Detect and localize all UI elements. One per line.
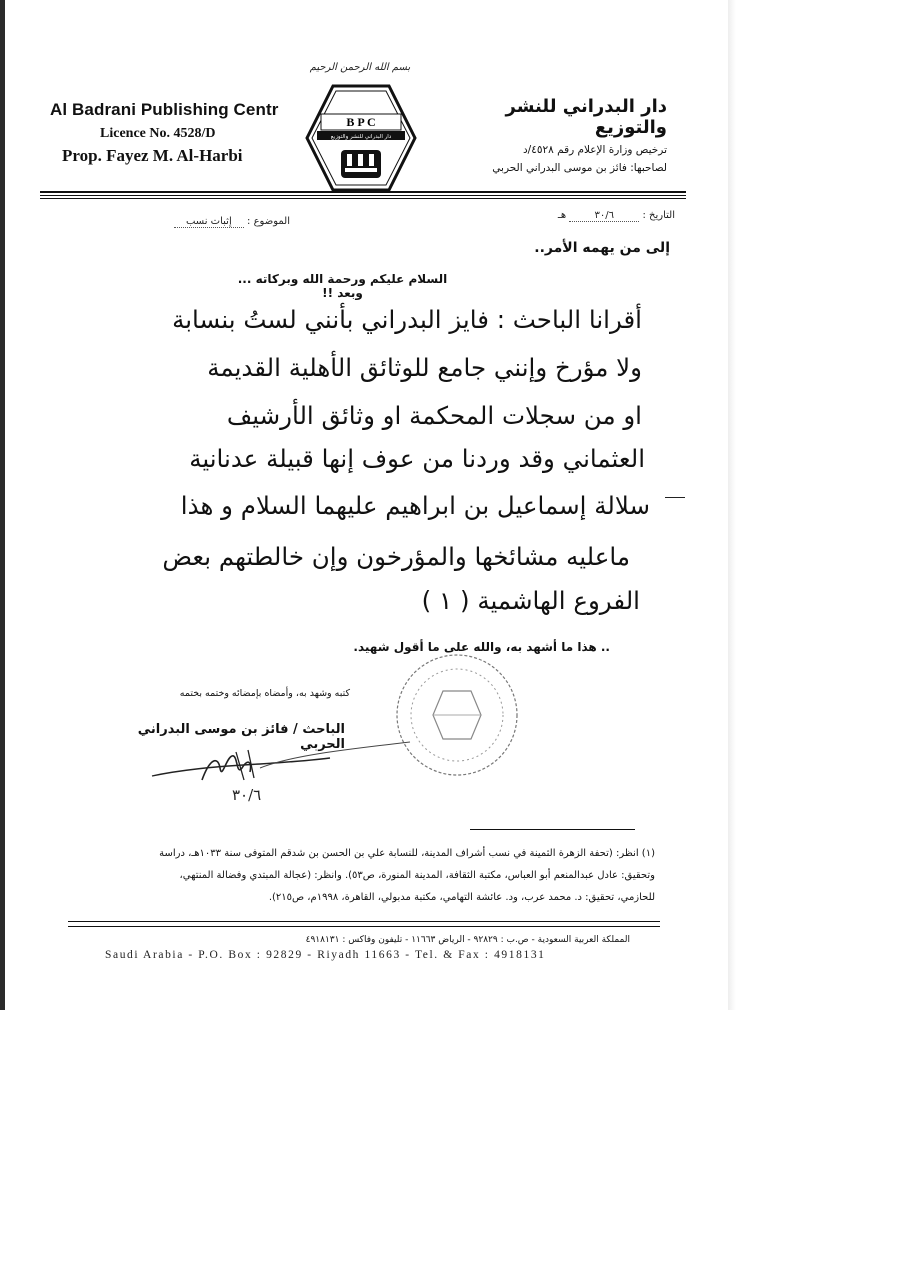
footnote-line-3: للحازمي، تحقيق: د. محمد عرب، ود. عائشة التهامي، مكتبة مدبولي، القاهرة، ١٩٩٨م، ص٢١٥). xyxy=(268,892,655,903)
licence-number-en: Licence No. 4528/D xyxy=(100,126,216,141)
researcher-name: الباحث / فائز بن موسى البدراني الحربي xyxy=(137,722,345,752)
greeting-line: السلام عليكم ورحمة الله وبركاته ... وبعد !! xyxy=(237,272,448,300)
svg-text:B P C: B P C xyxy=(346,115,376,129)
body-line-7: الفروع الهاشمية ( ١ ) xyxy=(421,586,640,615)
svg-text:دار البدراني للنشر والتوزيع: دار البدراني للنشر والتوزيع xyxy=(330,134,392,140)
subject-label: الموضوع : xyxy=(247,216,290,227)
body-line-3: او من سجلات المحكمة او وثائق الأرشيف xyxy=(226,401,642,430)
body-line-4: العثماني وقد وردنا من عوف إنها قبيلة عدنانية xyxy=(189,444,645,473)
footer-address-en: Saudi Arabia - P.O. Box : 92829 - Riyadh 11663 - Tel. & Fax : 4918131 xyxy=(105,949,546,961)
footnote xyxy=(75,843,655,909)
footnote-line-2: وتحقيق: عادل عبدالمنعم أبو العباس، مكتبة الثقافة، المدينة المنورة، ص٥٣). وانظر: (عجالة المبتدي وفضالة المنتهي، xyxy=(179,870,655,881)
body-line-5: سلالة إسماعيل بن ابراهيم عليهما السلام و هذا xyxy=(180,491,650,520)
subject-value: إثبات نسب xyxy=(174,216,244,228)
publisher-logo xyxy=(305,84,417,192)
publisher-name-ar: دار البدراني للنشر والتوزيع xyxy=(505,96,667,138)
header-rule xyxy=(40,191,686,196)
english-letterhead xyxy=(50,100,300,166)
footnote-rule xyxy=(470,829,635,830)
footer-address-ar: المملكة العربية السعودية - ص.ب : ٩٢٨٢٩ - الرياض ١١٦٦٣ - تليفون وفاكس : ٤٩١٨١٣١ xyxy=(305,935,630,945)
footnote-line-1: (١) انظر: (تحفة الزهرة الثمينة في نسب أشراف المدينة، للنسابة علي بن الحسن بن شدقم المتوفى سنة ١٠٣٣هـ، دراسة xyxy=(159,848,655,859)
handwritten-signature xyxy=(140,728,430,808)
licence-number-ar: ترخيص وزارة الإعلام رقم ٤٥٢٨/د xyxy=(522,144,667,156)
proprietor-en: Prop. Fayez M. Al-Harbi xyxy=(62,146,243,165)
margin-mark xyxy=(665,497,685,498)
svg-text:٣٠/٦: ٣٠/٦ xyxy=(232,786,262,804)
basmala: بسم الله الرحمن الرحيم xyxy=(309,62,411,73)
body-line-1: أقرانا الباحث : فايز البدراني بأنني لستُ بنسابة xyxy=(172,305,642,334)
header-rule-secondary xyxy=(40,198,686,199)
date-field xyxy=(520,210,675,222)
footer-rule xyxy=(68,921,660,922)
proprietor-ar: لصاحبها: فائز بن موسى البدراني الحربي xyxy=(492,162,667,174)
subject-field xyxy=(90,216,290,228)
date-value: ٣٠/٦ xyxy=(569,210,639,222)
arabic-letterhead xyxy=(435,96,667,174)
publisher-name-en: Al Badrani Publishing Centr xyxy=(50,100,279,119)
date-suffix: هـ xyxy=(557,210,567,221)
witness-note: كتبه وشهد به، وأمضاه بإمضائه وختمه بختمه xyxy=(179,688,350,699)
footer-rule-secondary xyxy=(68,926,660,927)
closing-statement: .. هذا ما أشهد به، والله على ما أقول شهيد. xyxy=(353,640,610,654)
body-line-6: ماعليه مشائخها والمؤرخون وإن خالطتهم بعض xyxy=(162,542,630,571)
scan-edge-shadow xyxy=(0,0,5,1010)
recipient-line: إلى من يهمه الأمر.. xyxy=(534,240,670,256)
scan-boundary xyxy=(728,0,736,1010)
date-label: التاريخ : xyxy=(642,210,675,221)
body-line-2: ولا مؤرخ وإنني جامع للوثائق الأهلية القديمة xyxy=(207,353,642,382)
